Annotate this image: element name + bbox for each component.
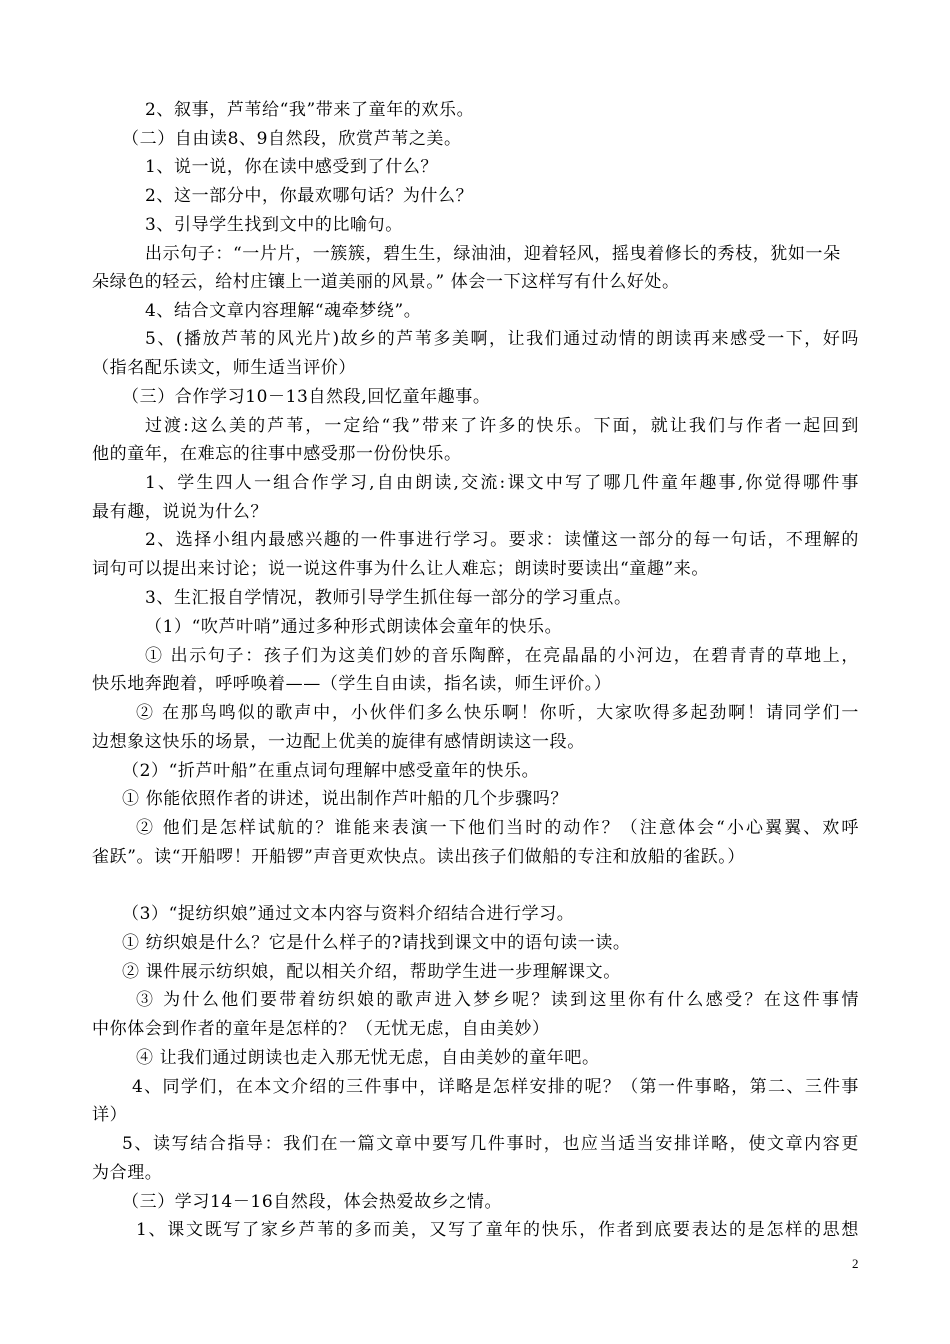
text-line: 3、生汇报自学情况，教师引导学生抓住每一部分的学习重点。 [145, 588, 632, 608]
text-line: 4、同学们，在本文介绍的三件事中，详略是怎样安排的呢？（第一件事略，第二、三件事 [132, 1077, 859, 1097]
text-line: 1、学生四人一组合作学习,自由朗读,交流:课文中写了哪几件童年趣事,你觉得哪件事 [145, 473, 859, 493]
text-line: 1、说一说，你在读中感受到了什么？ [145, 157, 439, 177]
text-line: 为合理。 [92, 1163, 163, 1183]
text-line: ① 出示句子：孩子们为这美们妙的音乐陶醉，在亮晶晶的小河边，在碧青青的草地上， [145, 646, 859, 666]
text-line: （3）“捉纺织娘”通过文本内容与资料介绍结合进行学习。 [122, 904, 575, 924]
text-line: （2）“折芦叶船”在重点词句理解中感受童年的快乐。 [122, 761, 540, 781]
text-line: 词句可以提出来讨论；说一说这件事为什么让人难忘；朗读时要读出“童趣”来。 [92, 559, 709, 579]
text-line: （三）学习14－16自然段，体会热爱故乡之情。 [122, 1192, 503, 1212]
text-line: 雀跃”。读“开船啰！开船锣”声音更欢快点。读出孩子们做船的专注和放船的雀跃。） [92, 847, 745, 867]
text-line: 快乐地奔跑着，呼呼唤着——（学生自由读，指名读，师生评价。） [92, 674, 612, 694]
text-line: 边想象这快乐的场景，一边配上优美的旋律有感情朗读这一段。 [92, 732, 585, 752]
page-number: 2 [852, 1256, 859, 1271]
text-line: （二）自由读8、9自然段，欣赏芦苇之美。 [122, 129, 462, 149]
text-line: 5、(播放芦苇的风光片)故乡的芦苇多美啊，让我们通过动情的朗读再来感受一下，好吗 [145, 329, 859, 349]
text-line: 2、选择小组内最感兴趣的一件事进行学习。要求：读懂这一部分的每一句话，不理解的 [145, 530, 859, 550]
text-line: ① 你能依照作者的讲述，说出制作芦叶船的几个步骤吗？ [122, 789, 569, 809]
text-line: ④ 让我们通过朗读也走入那无忧无虑，自由美妙的童年吧。 [136, 1048, 600, 1068]
text-line: ① 纺织娘是什么？它是什么样子的?请找到课文中的语句读一读。 [122, 933, 631, 953]
text-line: 4、结合文章内容理解“魂牵梦绕”。 [145, 301, 422, 321]
text-line: ③ 为什么他们要带着纺织娘的歌声进入梦乡呢？读到这里你有什么感受？在这件事情 [136, 990, 859, 1010]
text-line: （1）“吹芦叶哨”通过多种形式朗读体会童年的快乐。 [145, 617, 563, 637]
text-line: 详） [92, 1105, 128, 1125]
text-line: 中你体会到作者的童年是怎样的？（无忧无虑，自由美妙） [92, 1019, 550, 1039]
text-line: 他的童年，在难忘的往事中感受那一份份快乐。 [92, 444, 462, 464]
text-line: 朵绿色的轻云，给村庄镶上一道美丽的风景。” 体会一下这样写有什么好处。 [92, 272, 680, 292]
text-line: 出示句子：“一片片，一簇簇，碧生生，绿油油，迎着轻风，摇曳着修长的秀枝，犹如一朵 [145, 244, 841, 264]
text-line: 3、引导学生找到文中的比喻句。 [145, 215, 403, 235]
text-line: ② 他们是怎样试航的？谁能来表演一下他们当时的动作？（注意体会“小心翼翼、欢呼 [136, 818, 859, 838]
text-line: 过渡:这么美的芦苇，一定给“我”带来了许多的快乐。下面，就让我们与作者一起回到 [145, 416, 859, 436]
text-line: ② 课件展示纺织娘，配以相关介绍，帮助学生进一步理解课文。 [122, 962, 621, 982]
text-line: （指名配乐读文，师生适当评价） [92, 358, 356, 378]
text-line: 最有趣，说说为什么？ [92, 502, 268, 522]
text-line: 2、这一部分中，你最欢哪句话？为什么？ [145, 186, 474, 206]
text-line: 1、课文既写了家乡芦苇的多而美，又写了童年的快乐，作者到底要表达的是怎样的思想 [136, 1220, 859, 1240]
text-line: （三）合作学习10－13自然段,回忆童年趣事。 [122, 387, 491, 407]
text-line: 2、叙事，芦苇给“我”带来了童年的欢乐。 [145, 100, 475, 120]
text-line: 5、读写结合指导：我们在一篇文章中要写几件事时，也应当适当安排详略，使文章内容更 [122, 1134, 859, 1154]
text-line: ② 在那鸟鸣似的歌声中，小伙伴们多么快乐啊！你听，大家吹得多起劲啊！请同学们一 [136, 703, 859, 723]
